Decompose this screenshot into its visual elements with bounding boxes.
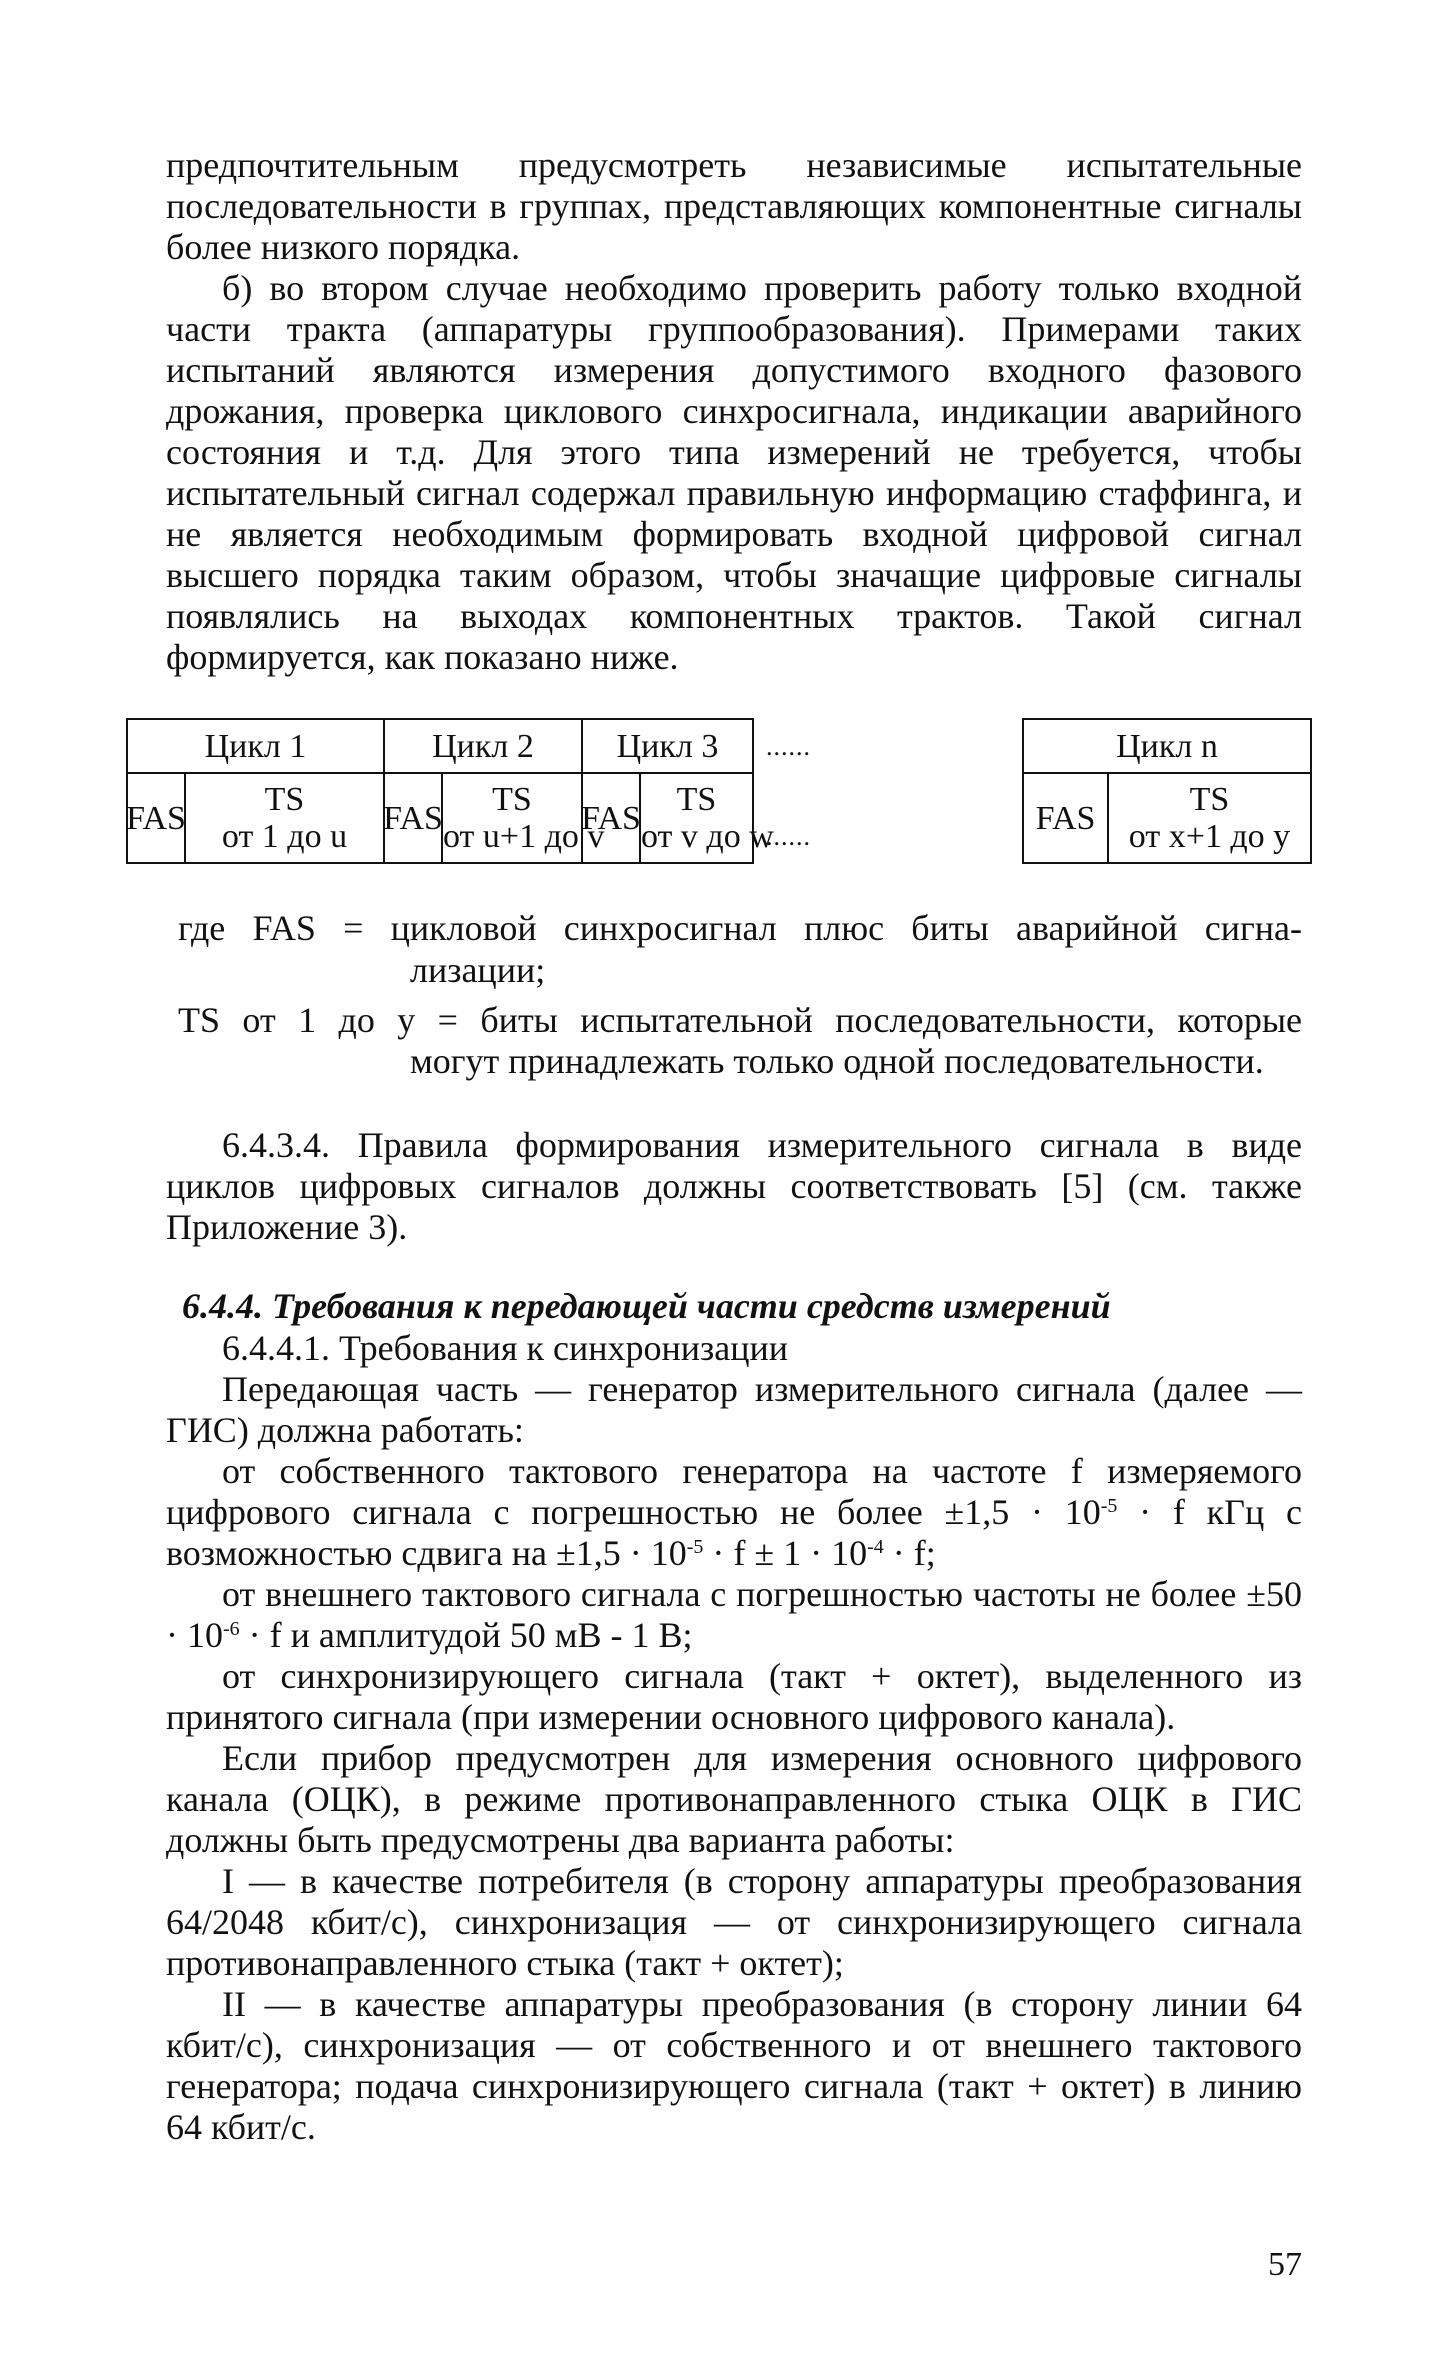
ellipsis: ...... <box>766 732 811 761</box>
ts-range: от u+1 до v <box>443 818 605 855</box>
section-body <box>166 1328 1302 2148</box>
paragraph-6-4-3-4 <box>166 1125 1302 1248</box>
paragraph-continuation <box>166 145 1302 268</box>
ts-label: TS <box>676 781 717 818</box>
ts-cell <box>184 772 385 864</box>
ts-label: TS <box>492 781 532 818</box>
ts-cell <box>441 772 605 864</box>
ts-label: TS <box>264 781 305 818</box>
ts-cell <box>1107 772 1312 864</box>
cycle-header: Цикл n <box>1022 718 1312 774</box>
paragraph-text: Передающая часть — генератор измерительного сигнала (далее — ГИС) должна работать: <box>166 1369 1302 1450</box>
page-number: 57 <box>1268 2246 1302 2283</box>
definition-fas-cont: лизации; <box>410 950 546 990</box>
cycle-header: Цикл 2 <box>383 718 583 774</box>
fas-cell: FAS <box>581 772 641 864</box>
ts-label: TS <box>1189 781 1230 818</box>
fas-cell: FAS <box>126 772 186 864</box>
paragraph-case-b <box>166 268 1302 678</box>
sync-item-external: от внешнего тактового сигнала с погрешностью частоты не более $\pm 50 \cdot 10^{-6} \cdot f$ и амплитудой 50 мВ - 1 В; <box>166 1574 1302 1655</box>
definition-ts: TS от 1 до y = биты испытательной последовательности, которые <box>178 1000 1302 1040</box>
paragraph-text: Если прибор предусмотрен для измерения основного цифрового канала (ОЦК), в режиме противонаправленного стыка ОЦК в ГИС должны быть предусмотрены два варианта работы: <box>166 1738 1302 1860</box>
cycle-header: Цикл 3 <box>581 718 754 774</box>
definition-fas: где FAS = цикловой синхросигнал плюс биты аварийной сигна- <box>178 908 1302 948</box>
ts-cell <box>639 772 774 864</box>
section-heading: 6.4.4. Требования к передающей части средств измерений <box>182 1286 1111 1326</box>
mode-two: II — в качестве аппаратуры преобразования (в сторону линии 64 кбит/с), синхронизация — от собственного и от внешнего тактового генератора; подача синхронизирующего сигнала (такт + октет) в линию 64 кбит/с. <box>166 1984 1302 2147</box>
subsection-title: 6.4.4.1. Требования к синхронизации <box>222 1328 789 1368</box>
sync-item-internal: от собственного тактового генератора на частоте f измеряемого цифрового сигнала с погрешностью не более $\pm 1,5 \cdot 10^{-5} \cdot f$ кГц с возможностью сдвига на $\pm 1,5 \cdot 10^{-5} \cdot f \pm 1 \cdot 10^{-4} \cdot f$; <box>166 1451 1302 1573</box>
ts-range: от v до w <box>641 818 774 855</box>
paragraph-text: предпочтительным предусмотреть независимые испытательные последовательности в группах, представляющих компонентные сигналы более низкого порядка. <box>166 145 1302 267</box>
mode-one: I — в качестве потребителя (в сторону аппаратуры преобразования 64/2048 кбит/с), синхронизация — от синхронизирующего сигнала противонаправленного стыка (такт + октет); <box>166 1861 1302 1983</box>
sync-item-received: от синхронизирующего сигнала (такт + октет), выделенного из принятого сигнала (при измерении основного цифрового канала). <box>166 1656 1302 1737</box>
ts-range: от 1 до u <box>221 818 348 855</box>
cycle-structure-table <box>124 718 1314 894</box>
ts-range: от x+1 до y <box>1128 818 1291 855</box>
definition-ts-cont: могут принадлежать только одной последовательности. <box>410 1041 1264 1081</box>
fas-cell: FAS <box>383 772 443 864</box>
paragraph-text: б) во втором случае необходимо проверить работу только входной части тракта (аппаратуры группообразования). Примерами таких испытаний являются измерения допустимого входного фазового дрожания, проверка циклового синхросигнала, индикации аварийного состояния и т.д. Для этого типа измерений не требуется, чтобы испытательный сигнал содержал правильную информацию стаффинга, и не является необходимым формировать входной цифровой сигнал высшего порядка таким образом, чтобы значащие цифровые сигналы появлялись на выходах компонентных трактов. Такой сигнал формируется, как показано ниже. <box>166 268 1302 677</box>
fas-cell: FAS <box>1022 772 1109 864</box>
cycle-header: Цикл 1 <box>126 718 385 774</box>
ellipsis: ...... <box>766 822 811 851</box>
paragraph-text: 6.4.3.4. Правила формирования измерительного сигнала в виде циклов цифровых сигналов должны соответствовать [5] (см. также Приложение 3). <box>166 1125 1302 1247</box>
